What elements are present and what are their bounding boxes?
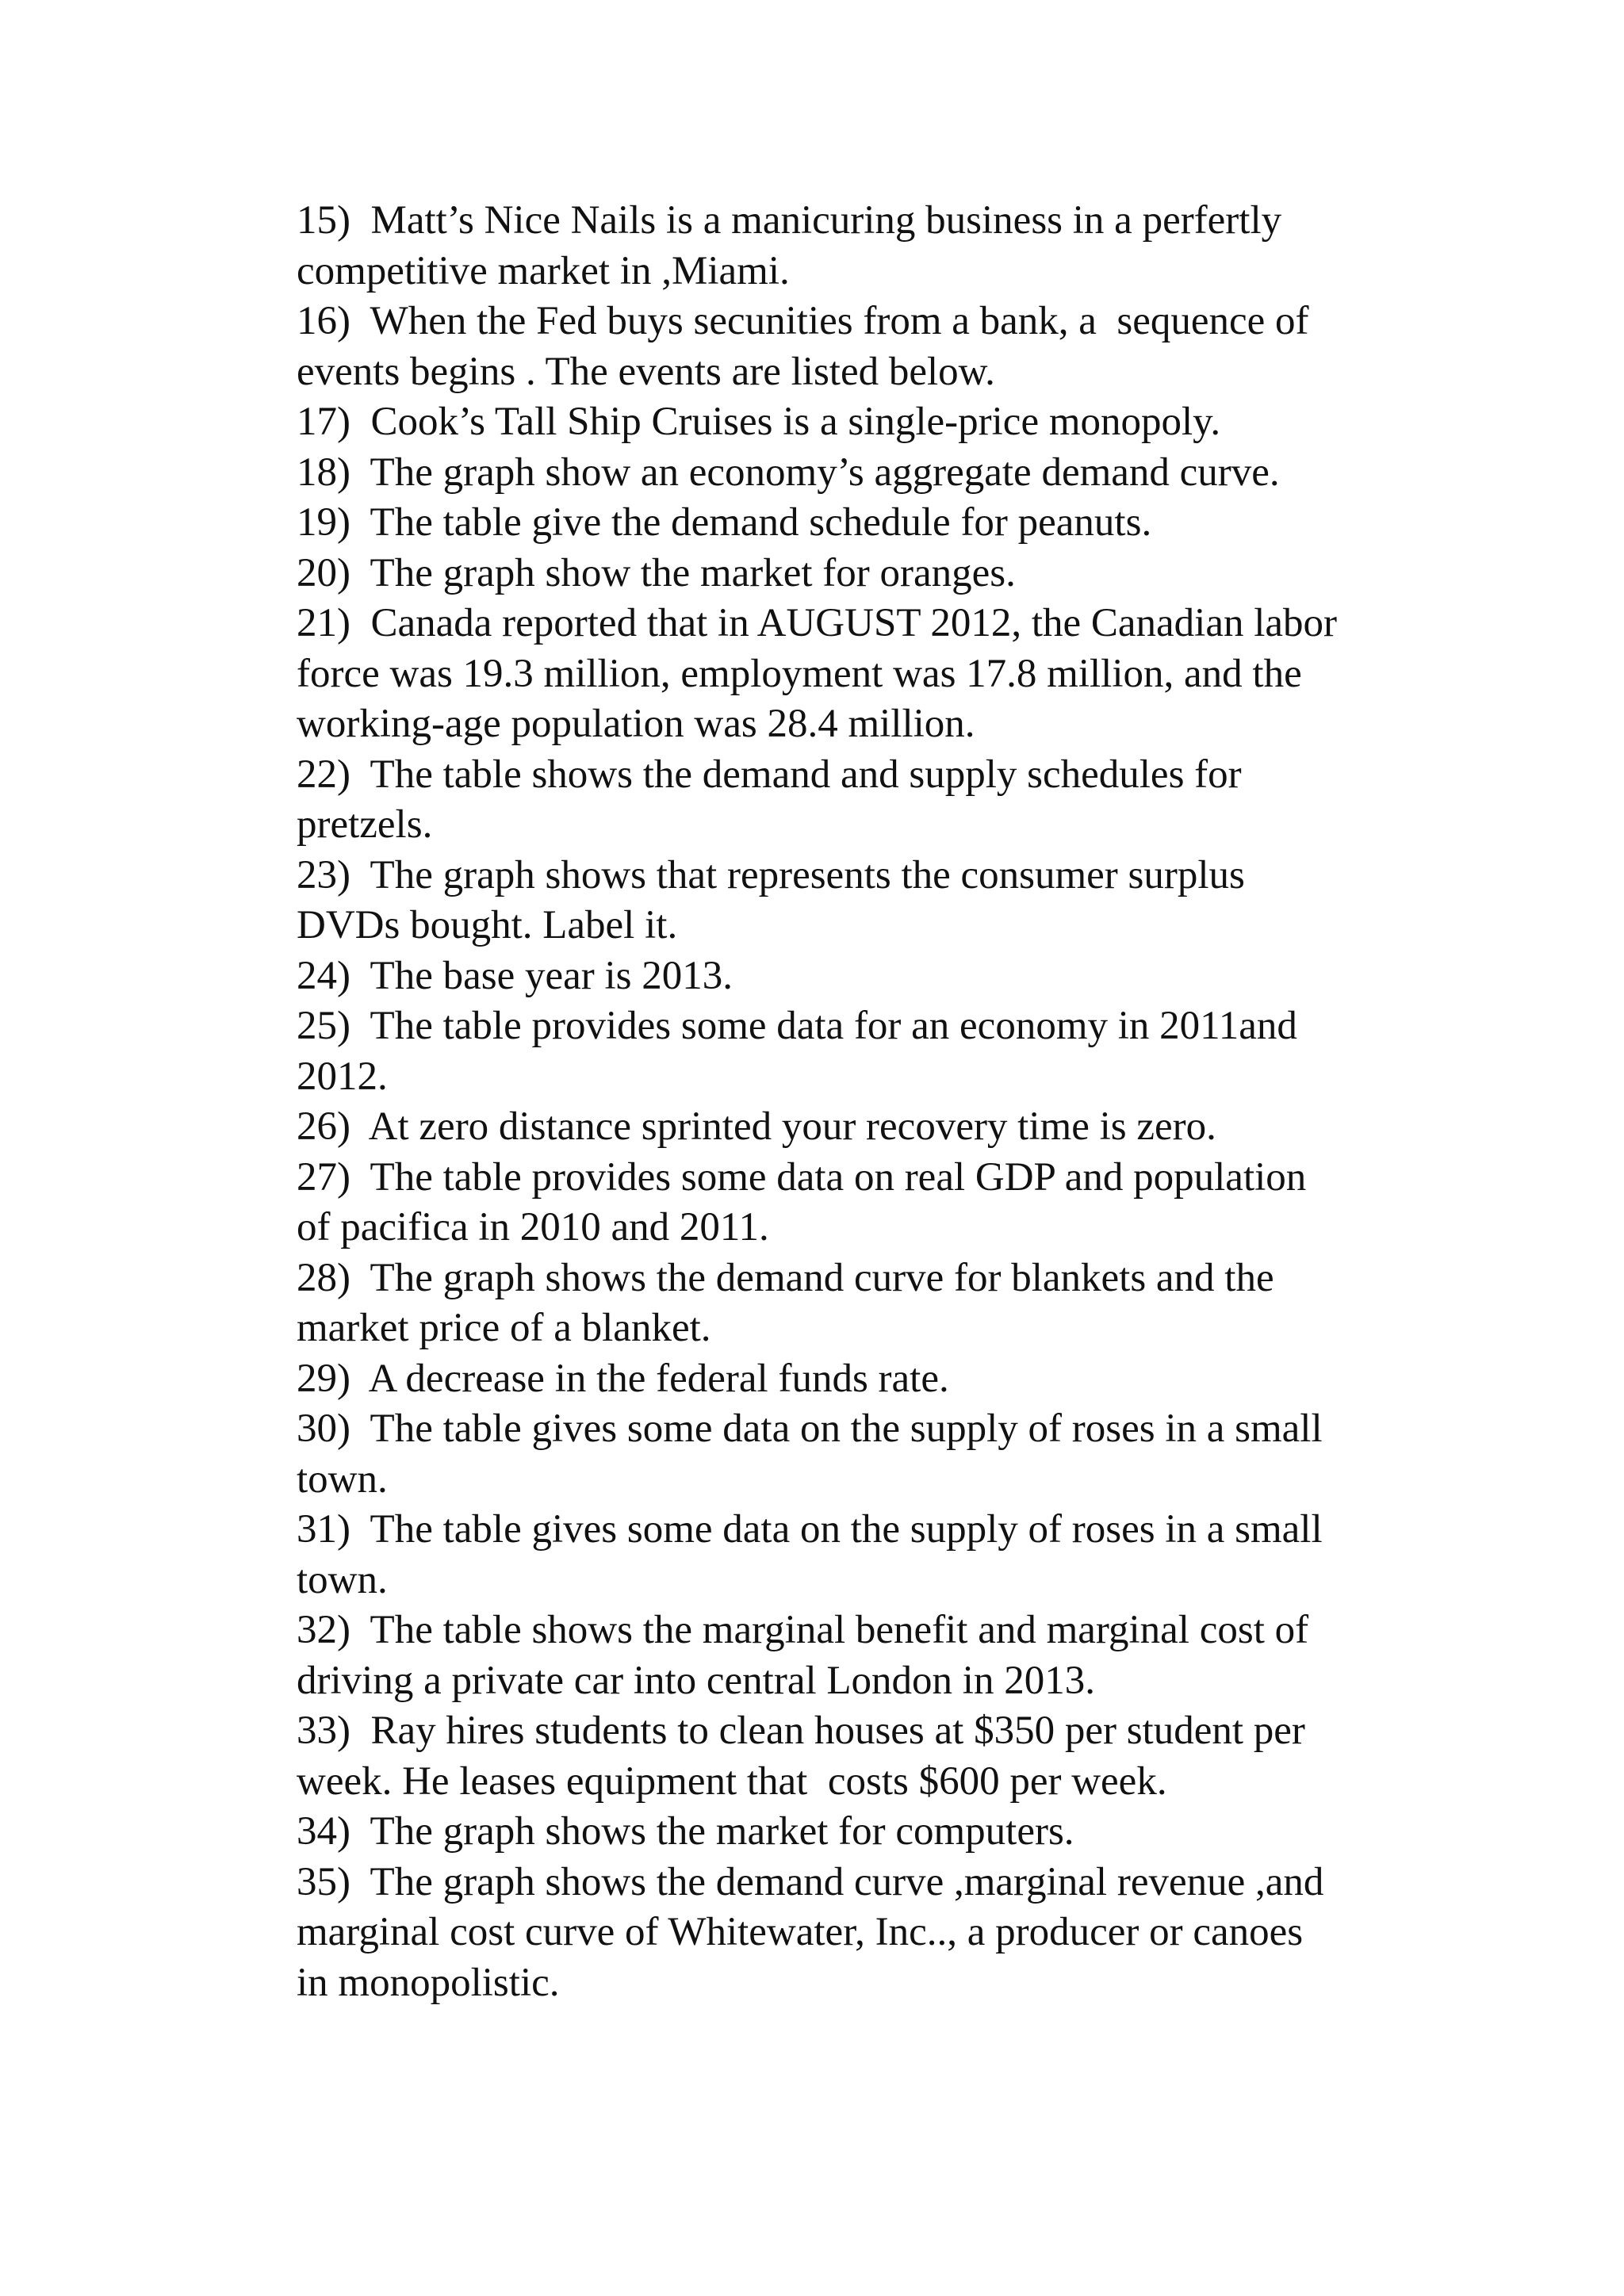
question-item bbox=[297, 1354, 1454, 1405]
question-line: in monopolistic. bbox=[297, 1960, 560, 2005]
question-line: 25) The table provides some data for an economy in 2011and bbox=[297, 1004, 1297, 1048]
question-line: 20) The graph show the market for oranges. bbox=[297, 550, 1016, 595]
question-item bbox=[297, 549, 1454, 599]
question-line: pretzels. bbox=[297, 802, 433, 847]
question-line: of pacifica in 2010 and 2011. bbox=[297, 1205, 769, 1249]
question-line: 33) Ray hires students to clean houses at $350 per student per bbox=[297, 1709, 1305, 1753]
question-line: DVDs bought. Label it. bbox=[297, 903, 678, 947]
question-line: 29) A decrease in the federal funds rate. bbox=[297, 1356, 949, 1401]
question-line: events begins . The events are listed below. bbox=[297, 349, 995, 394]
question-item bbox=[297, 1505, 1454, 1605]
question-item bbox=[297, 1153, 1454, 1253]
question-line: 18) The graph show an economy’s aggregate demand curve. bbox=[297, 450, 1280, 495]
question-line: 16) When the Fed buys secunities from a bank, a sequence of bbox=[297, 299, 1309, 343]
question-line: 2012. bbox=[297, 1054, 388, 1099]
question-line: 32) The table shows the marginal benefit and marginal cost of bbox=[297, 1608, 1309, 1652]
question-line: week. He leases equipment that costs $600 per week. bbox=[297, 1758, 1167, 1804]
question-line: 30) The table gives some data on the supply of roses in a small bbox=[297, 1406, 1323, 1451]
question-line: force was 19.3 million, employment was 17.8 million, and the bbox=[297, 651, 1302, 696]
question-line: 27) The table provides some data on real GDP and population bbox=[297, 1154, 1307, 1200]
question-line: 21) Canada reported that in AUGUST 2012, the Canadian labor bbox=[297, 601, 1338, 645]
question-line: 34) The graph shows the market for computers. bbox=[297, 1809, 1074, 1854]
question-line: 23) The graph shows that represents the consumer surplus bbox=[297, 852, 1245, 897]
question-item bbox=[297, 851, 1454, 951]
question-item bbox=[297, 448, 1454, 499]
question-item bbox=[297, 297, 1454, 397]
question-item bbox=[297, 750, 1454, 851]
question-line: competitive market in ,Miami. bbox=[297, 248, 790, 293]
question-item bbox=[297, 1253, 1454, 1354]
question-item bbox=[297, 1807, 1454, 1858]
question-line: marginal cost curve of Whitewater, Inc.., a producer or canoes bbox=[297, 1910, 1304, 1954]
question-item bbox=[297, 1605, 1454, 1706]
question-list bbox=[297, 196, 1454, 2008]
question-item bbox=[297, 498, 1454, 549]
question-line: 26) At zero distance sprinted your recovery time is zero. bbox=[297, 1104, 1216, 1149]
question-line: working-age population was 28.4 million. bbox=[297, 702, 975, 746]
question-item bbox=[297, 397, 1454, 448]
question-line: 35) The graph shows the demand curve ,marginal revenue ,and bbox=[297, 1859, 1324, 1904]
question-item bbox=[297, 1102, 1454, 1153]
question-item bbox=[297, 196, 1454, 297]
question-line: 17) Cook’s Tall Ship Cruises is a single-price monopoly. bbox=[297, 400, 1221, 444]
question-item bbox=[297, 1001, 1454, 1102]
question-line: 28) The graph shows the demand curve for blankets and the bbox=[297, 1255, 1274, 1300]
question-item bbox=[297, 1404, 1454, 1505]
question-line: 24) The base year is 2013. bbox=[297, 953, 733, 998]
question-line: town. bbox=[297, 1456, 388, 1502]
question-line: 31) The table gives some data on the supply of roses in a small bbox=[297, 1507, 1323, 1552]
question-item bbox=[297, 951, 1454, 1002]
question-item bbox=[297, 599, 1454, 750]
question-item bbox=[297, 1858, 1454, 2009]
question-item bbox=[297, 1706, 1454, 1807]
question-line: town. bbox=[297, 1557, 388, 1602]
question-line: 22) The table shows the demand and supply schedules for bbox=[297, 752, 1242, 797]
question-line: driving a private car into central London in 2013. bbox=[297, 1658, 1095, 1703]
question-line: market price of a blanket. bbox=[297, 1306, 711, 1350]
question-line: 15) Matt’s Nice Nails is a manicuring business in a perfertly bbox=[297, 198, 1282, 243]
question-line: 19) The table give the demand schedule for peanuts. bbox=[297, 500, 1152, 545]
